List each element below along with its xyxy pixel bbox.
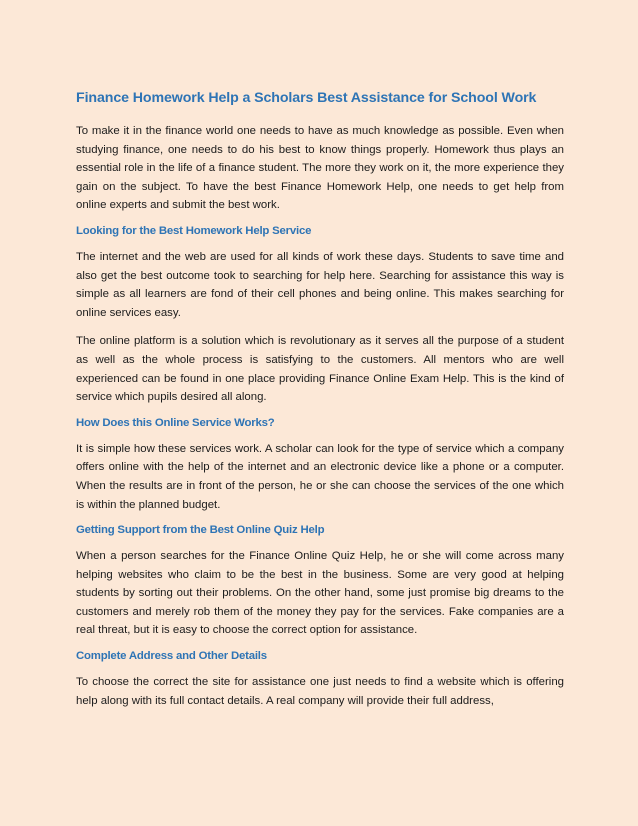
section-heading-looking-for-service: Looking for the Best Homework Help Service <box>76 224 312 237</box>
section-heading-address-details: Complete Address and Other Details <box>76 650 267 663</box>
paragraph: To choose the correct the site for assistance one just needs to find a website which is offering help along with its full contact details. A real company will provide their full address, <box>76 676 564 707</box>
section-heading-quiz-help: Getting Support from the Best Online Quiz Help <box>76 524 325 537</box>
document-title: Finance Homework Help a Scholars Best Assistance for School Work <box>76 90 537 106</box>
paragraph: When a person searches for the Finance Online Quiz Help, he or she will come across many helping websites who claim to be the best in the business. Some are very good at helping students by sorting out their problems. On the other hand, some just promise big dreams to the customers and merely rob them of the money they pay for the services. Fake companies are a real threat, but it is easy to choose the correct option for assistance. <box>76 550 564 637</box>
paragraph: The online platform is a solution which is revolutionary as it serves all the purpose of a student as well as the whole process is satisfying to the customers. All mentors who are well experienced can be found in one place providing Finance Online Exam Help. This is the kind of service which pupils desired all along. <box>76 335 564 404</box>
paragraph: It is simple how these services work. A scholar can look for the type of service which a company offers online with the help of the internet and an electronic device like a phone or a computer. When the results are in front of the person, he or she can choose the services of the one which is within the planned budget. <box>76 442 564 511</box>
section-heading-how-service-works: How Does this Online Service Works? <box>76 416 275 429</box>
intro-paragraph: To make it in the finance world one needs to have as much knowledge as possible. Even when studying finance, one needs to do his best to know things properly. Homework thus plays an essential role in the life of a finance student. The more they work on it, the more experience they gain on the subject. To have the best Finance Homework Help, one needs to get help from online experts and submit the best work. <box>76 125 564 212</box>
paragraph: The internet and the web are used for all kinds of work these days. Students to save time and also get the best outcome took to searching for help here. Searching for assistance this way is simple as all learners are fond of their cell phones and being online. This makes searching for online services easy. <box>76 250 564 319</box>
